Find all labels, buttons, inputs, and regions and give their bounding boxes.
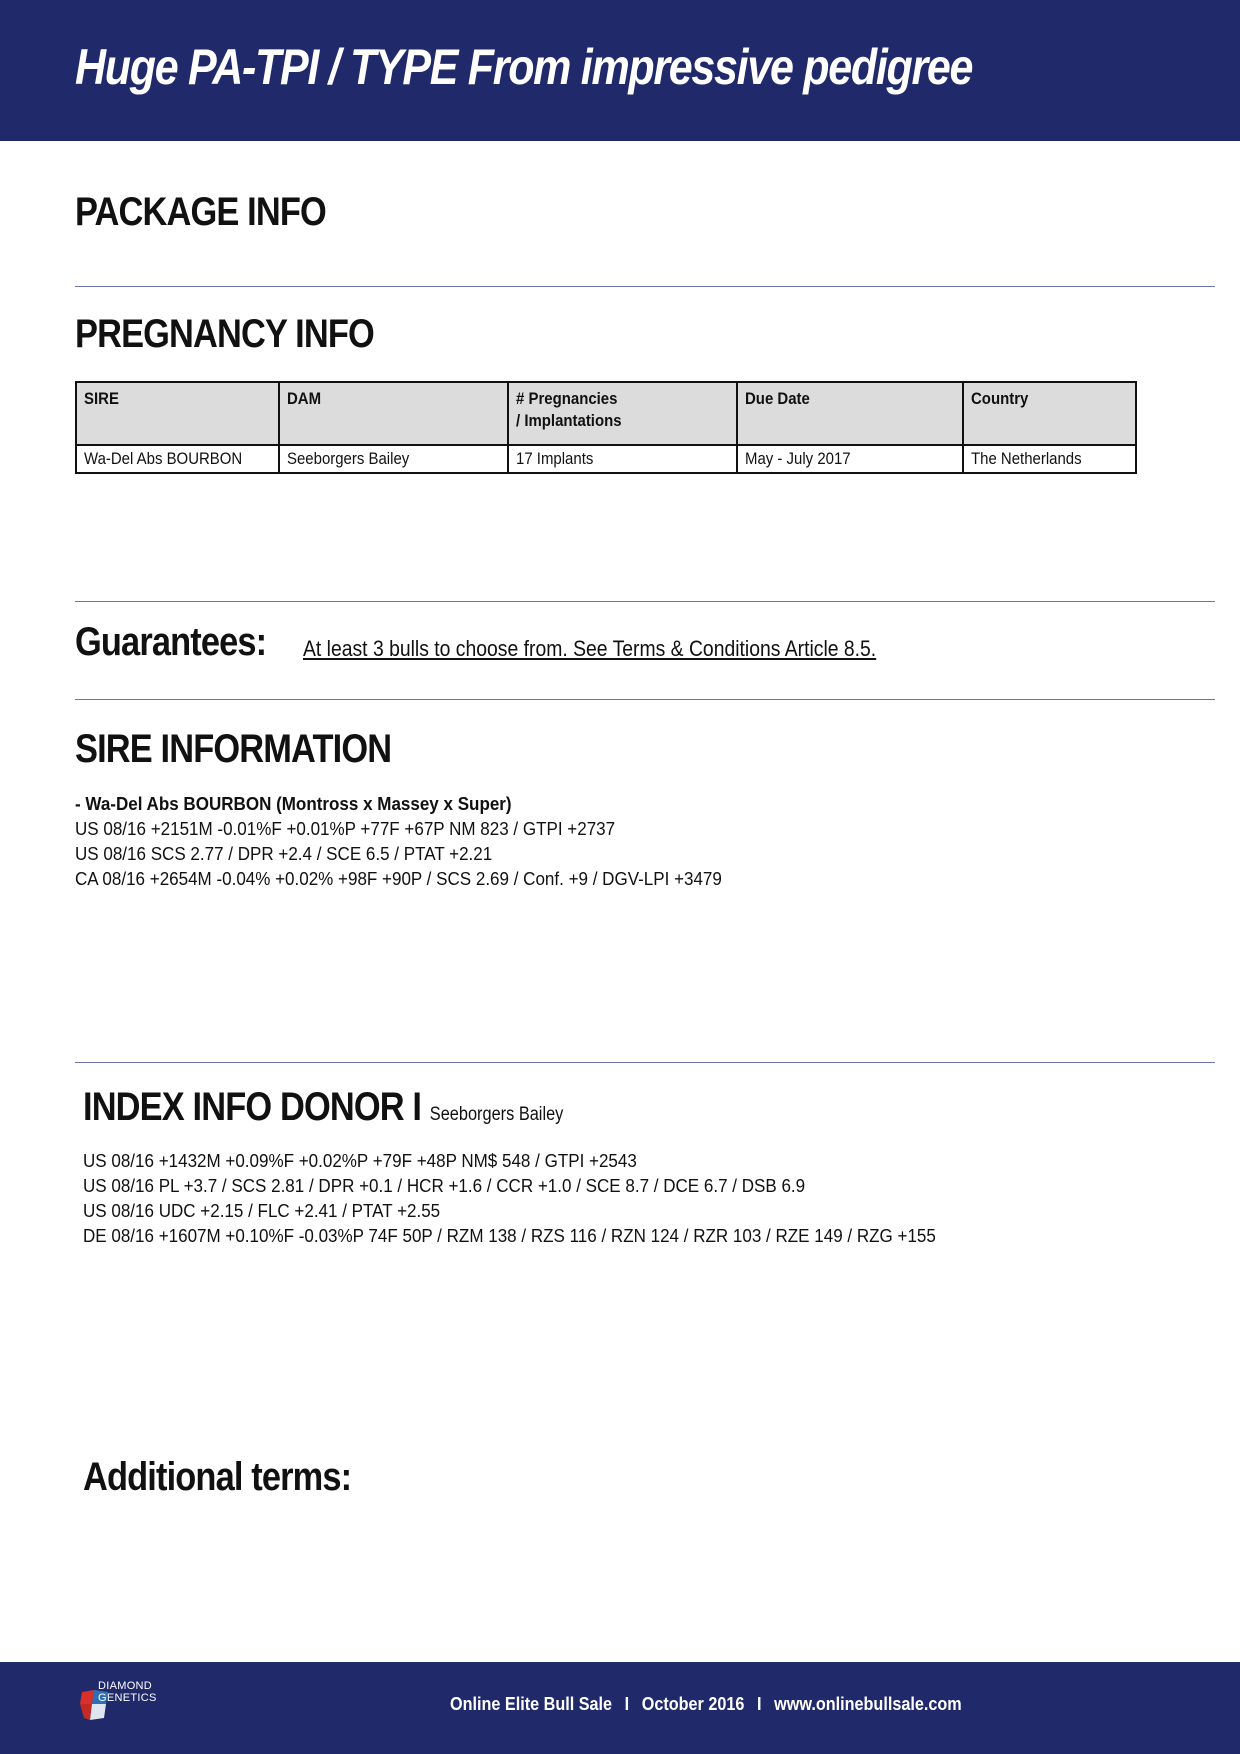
cell-due-date: May - July 2017 [737, 445, 963, 473]
sire-name-line: - Wa-Del Abs BOURBON (Montross x Massey x Super) [75, 793, 512, 814]
donor-name: Seeborgers Bailey [429, 1104, 564, 1125]
page-title: Huge PA-TPI / TYPE From impressive pedigree [75, 39, 973, 95]
guarantees-link[interactable]: At least 3 bulls to choose from. See Terms & Conditions Article 8.5. [303, 636, 877, 661]
divider [75, 601, 1215, 602]
sire-information-heading: SIRE INFORMATION [75, 727, 392, 771]
column-header-country: Country [963, 382, 1136, 445]
footer-website-link[interactable]: www.onlinebullsale.com [774, 1694, 962, 1714]
footer-event: Online Elite Bull Sale [450, 1694, 613, 1714]
cell-dam: Seeborgers Bailey [279, 445, 508, 473]
donor-info-line: US 08/16 UDC +2.15 / FLC +2.41 / PTAT +2.55 [83, 1200, 441, 1221]
donor-info-line: US 08/16 +1432M +0.09%F +0.02%P +79F +48P NM$ 548 / GTPI +2543 [83, 1150, 637, 1171]
cell-pregnancies: 17 Implants [508, 445, 737, 473]
column-header-dam: DAM [279, 382, 508, 445]
footer-separator: I [624, 1694, 630, 1714]
table-header-row [76, 382, 1136, 445]
cell-country: The Netherlands [963, 445, 1136, 473]
footer-separator: I [757, 1694, 762, 1714]
index-info-donor-heading [83, 1085, 563, 1130]
sire-info-line: US 08/16 SCS 2.77 / DPR +2.4 / SCE 6.5 / PTAT +2.21 [75, 843, 493, 864]
diamond-genetics-logo [80, 1680, 170, 1730]
logo-line-2: GENETICS [98, 1692, 157, 1704]
table-row [76, 445, 1136, 473]
guarantees-label: Guarantees: [75, 620, 267, 664]
index-info-donor-label: INDEX INFO DONOR I [83, 1085, 422, 1129]
column-header-pregnancies: # Pregnancies / Implantations [508, 382, 737, 445]
logo-line-1: DIAMOND [98, 1680, 153, 1692]
cell-sire: Wa-Del Abs BOURBON [76, 445, 279, 473]
donor-info-line: DE 08/16 +1607M +0.10%F -0.03%P 74F 50P / RZM 138 / RZS 116 / RZN 124 / RZR 103 / RZE 149 / RZG +155 [83, 1225, 936, 1246]
donor-info-block [83, 1148, 936, 1248]
pregnancy-table [75, 381, 1137, 474]
footer-info [450, 1694, 962, 1715]
donor-info-line: US 08/16 PL +3.7 / SCS 2.81 / DPR +0.1 / HCR +1.6 / CCR +1.0 / SCE 8.7 / DCE 6.7 / DSB 6.9 [83, 1175, 806, 1196]
column-header-due-date: Due Date [737, 382, 963, 445]
footer-date: October 2016 [641, 1694, 745, 1714]
divider [75, 286, 1215, 287]
sire-info-line: US 08/16 +2151M -0.01%F +0.01%P +77F +67P NM 823 / GTPI +2737 [75, 818, 616, 839]
divider [75, 699, 1215, 700]
divider [75, 1062, 1215, 1063]
column-header-sire: SIRE [76, 382, 279, 445]
package-info-heading: PACKAGE INFO [75, 190, 326, 234]
pregnancy-info-heading: PREGNANCY INFO [75, 312, 374, 356]
sire-info-line: CA 08/16 +2654M -0.04% +0.02% +98F +90P / SCS 2.69 / Conf. +9 / DGV-LPI +3479 [75, 868, 722, 889]
additional-terms-heading: Additional terms: [83, 1455, 352, 1499]
sire-info-block [75, 791, 722, 891]
